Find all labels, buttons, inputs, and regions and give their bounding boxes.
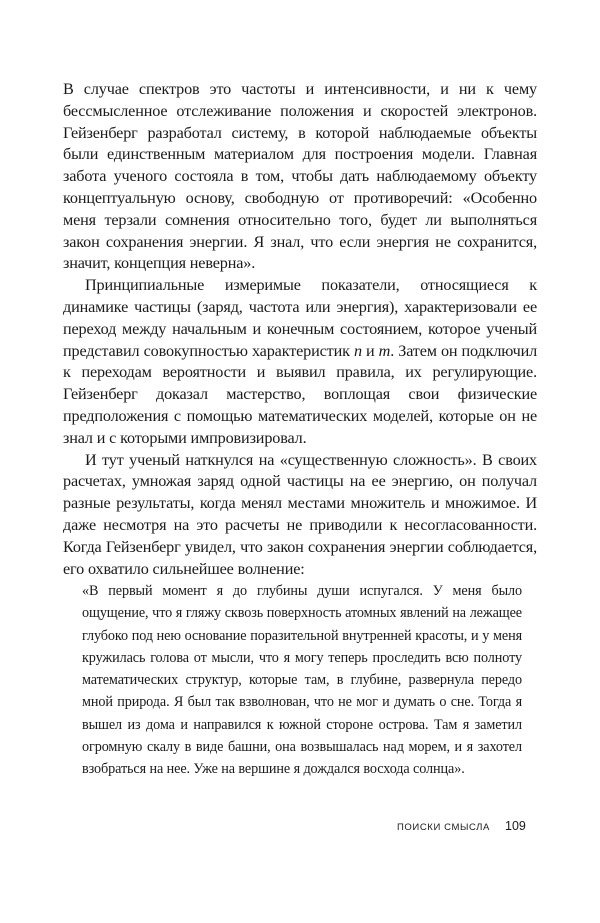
running-footer-title: ПОИСКИ СМЫСЛА bbox=[397, 822, 490, 833]
conjunction-and: и bbox=[366, 341, 375, 360]
paragraph-1: В случае спектров это частоты и интенсивности, и ни к чему бессмысленное отслеживание положения и скоростей электронов. Гейзенберг разработал систему, в которой наблюдаемые объекты были единственным материалом для построения модели. Главная забота ученого состояла в том, чтобы дать наблюдаемому объекту концептуальную основу, свободную от противоречий: «Особенно меня терзали сомнения относительно того, будет ли выполняться закон сохранения энергии. Я знал, что если энергия не сохранится, значит, концепция неверна». bbox=[63, 80, 537, 273]
page-number: 109 bbox=[505, 819, 526, 833]
math-symbol-n: n bbox=[353, 341, 362, 360]
block-quote bbox=[82, 580, 522, 781]
body-text bbox=[63, 79, 537, 580]
paragraph-2 bbox=[63, 275, 537, 449]
sentence-period: . bbox=[390, 341, 395, 360]
paragraph-2-text: Принципиальные измеримые показатели, относящиеся к динамике частицы (заряд, частота или энергия), характеризовали ее переход между начальным и конечным состоянием, которое ученый представил совокупностью характеристик bbox=[63, 276, 537, 360]
math-symbol-m: m bbox=[378, 341, 391, 360]
quote-text: «В первый момент я до глубины души испугался. У меня было ощущение, что я гляжу сквозь поверхность атомных явлений на лежащее глубоко под нею основание поразительной внутренней красоты, и у меня кружилась голова от мысли, что я могу теперь проследить всю полноту математических структур, которые там, в глубине, развернула передо мной природа. Я был так взволнован, что не мог и думать о сне. Тогда я вышел из дома и направился к южной стороне острова. Там я заметил огромную скалу в виде башни, она возвышалась над морем, и я захотел взобраться на нее. Уже на вершине я дождался восхода солнца». bbox=[82, 583, 522, 778]
paragraph-3: И тут ученый наткнулся на «существенную сложность». В своих расчетах, умножая заряд одной частицы на ее энергию, он получал разные результаты, когда менял местами множитель и множимое. И даже несмотря на это расчеты не приводили к несогласованности. Когда Гейзенберг увидел, что закон сохранения энергии соблюдается, его охватило сильнейшее волнение: bbox=[63, 450, 537, 578]
paragraph-2-continuation: Затем он подключил к переходам вероятности и выявил правила, их регулирующие. Гейзенберг доказал мастерство, воплощая свои физические предположения с помощью математических моделей, которые он не знал и с которыми импровизировал. bbox=[63, 341, 538, 447]
